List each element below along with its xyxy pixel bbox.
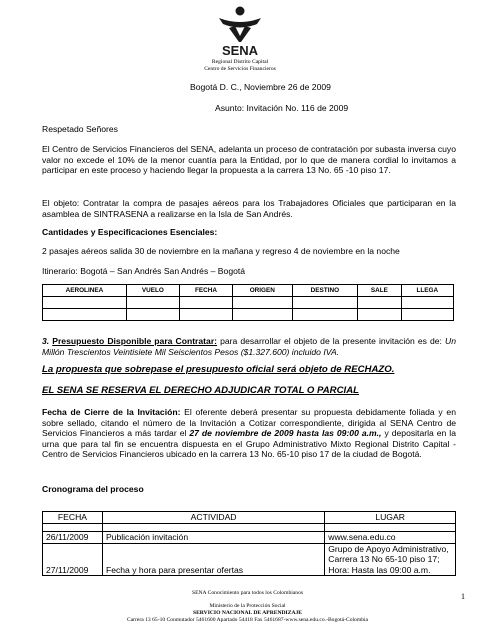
derecho-notice: EL SENA SE RESERVA EL DERECHO ADJUDICAR TOTAL O PARCIAL	[42, 385, 359, 396]
sena-logo-icon	[205, 4, 275, 58]
cronograma-header	[43, 512, 456, 524]
cantidades-title: Cantidades y Especificaciones Esenciales:	[42, 227, 218, 237]
col-fecha: FECHA	[43, 512, 103, 524]
table-row	[43, 309, 454, 321]
rechazo-notice: La propuesta que sobrepase el presupuesto oficial será objeto de RECHAZO.	[42, 364, 395, 375]
spacer-row	[43, 524, 456, 532]
subject-line: Asunto: Invitación No. 116 de 2009	[215, 103, 349, 113]
flight-table	[42, 284, 454, 321]
cierre-text2: y depositarla en la urna que para tal fin se encuentra dispuesta en el Grupo Administrativo Mixto Regional Distrito Capital - Centro de Servicios Financieros ubicado en la carrera 13 No. 65-10 piso 17 de la ciudad de Bogotá.	[42, 428, 456, 460]
cronograma-table	[42, 511, 456, 576]
footer-address: Carrera 13 65-10 Conmutador 5461600 Apartado 54418 Fax 5461687-www.sena.edu.co.-Bogotá-Colombia	[126, 617, 369, 623]
cierre-paragraph	[42, 407, 456, 460]
table-row	[43, 543, 456, 576]
salutation: Respetado Señores	[42, 124, 118, 134]
row1-actividad: Publicación invitación	[102, 532, 324, 544]
footer-servicio: SERVICIO NACIONAL DE APRENDIZAJE	[192, 610, 303, 616]
presupuesto-paragraph	[42, 336, 456, 357]
presupuesto-num: 3.	[42, 336, 50, 346]
table-row	[43, 297, 454, 309]
row1-fecha: 26/11/2009	[43, 532, 103, 544]
col-origen: ORIGEN	[233, 285, 292, 297]
regional-label: Regional Distrito Capital	[211, 59, 269, 65]
svg-text:SENA: SENA	[221, 43, 259, 58]
presupuesto-label: Presupuesto Disponible para Contratar:	[52, 336, 218, 346]
row2-lugar: Grupo de Apoyo Administrativo, Carrera 13 No 65-10 piso 17; Hora: Hasta las 09:00 a.m.	[325, 543, 456, 576]
cierre-text1: El oferente deberá presentar su propuesta debidamente foliada y en sobre sellado, citando el número de la Invitación a Cotizar correspondiente, dirigida al SENA Centro de Servicios Financieros a más tardar el	[42, 407, 456, 439]
date-line: Bogotá D. C., Noviembre 26 de 2009	[190, 82, 331, 92]
pasajes-line: 2 pasajes aéreos salida 30 de noviembre en la mañana y regreso 4 de noviembre en la noche	[42, 246, 400, 256]
row1-lugar: www.sena.edu.co	[325, 532, 456, 544]
footer-slogan: SENA Conocimiento para todos los Colombianos	[191, 590, 304, 596]
page-number: 1	[461, 592, 465, 601]
col-fecha: FECHA	[179, 285, 232, 297]
table-row	[43, 532, 456, 544]
footer-ministerio: Ministerio de la Protección Social	[209, 603, 286, 609]
col-actividad: ACTIVIDAD	[102, 512, 324, 524]
flight-table-header	[43, 285, 454, 297]
col-aerolinea: AEROLINEA	[43, 285, 127, 297]
cierre-date: 27 de noviembre de 2009 hasta las 09:00 a.m.,	[189, 428, 382, 439]
intro-paragraph: El Centro de Servicios Financieros del SENA, adelanta un proceso de contratación por subasta inversa cuyo valor no excede el 10% de la menor cuantía para la Entidad, por lo que de manera cordial lo invitamos a participar en este proceso y haciendo llegar la propuesta a la carrera 13 No. 65 -10 piso 17.	[42, 144, 456, 176]
col-vuelo: VUELO	[126, 285, 179, 297]
row2-actividad: Fecha y hora para presentar ofertas	[102, 543, 324, 576]
presupuesto-text: para desarrollar el objeto de la presente invitación es de:	[217, 336, 445, 346]
sena-logo	[205, 4, 275, 58]
col-destino: DESTINO	[292, 285, 358, 297]
row2-fecha: 27/11/2009	[43, 543, 103, 576]
col-llega: LLEGA	[401, 285, 453, 297]
itinerario-line: Itinerario: Bogotá – San Andrés San Andrés – Bogotá	[42, 266, 246, 276]
col-sale: SALE	[358, 285, 401, 297]
centro-label: Centro de Servicios Financieros	[204, 66, 276, 72]
cronograma-title: Cronograma del proceso	[42, 484, 144, 494]
presupuesto-amount: Un Millón Trescientos Veintisiete Mil Seiscientos Pesos ($1.327.600) incluido IVA.	[42, 336, 456, 357]
cierre-label: Fecha de Cierre de la Invitación:	[42, 407, 181, 417]
col-lugar: LUGAR	[325, 512, 456, 524]
objeto-paragraph: El objeto: Contratar la compra de pasajes aéreos para los Trabajadores Oficiales que participaran en la asamblea de SINTRASENA a realizarse en la Isla de San Andrés.	[42, 198, 456, 219]
